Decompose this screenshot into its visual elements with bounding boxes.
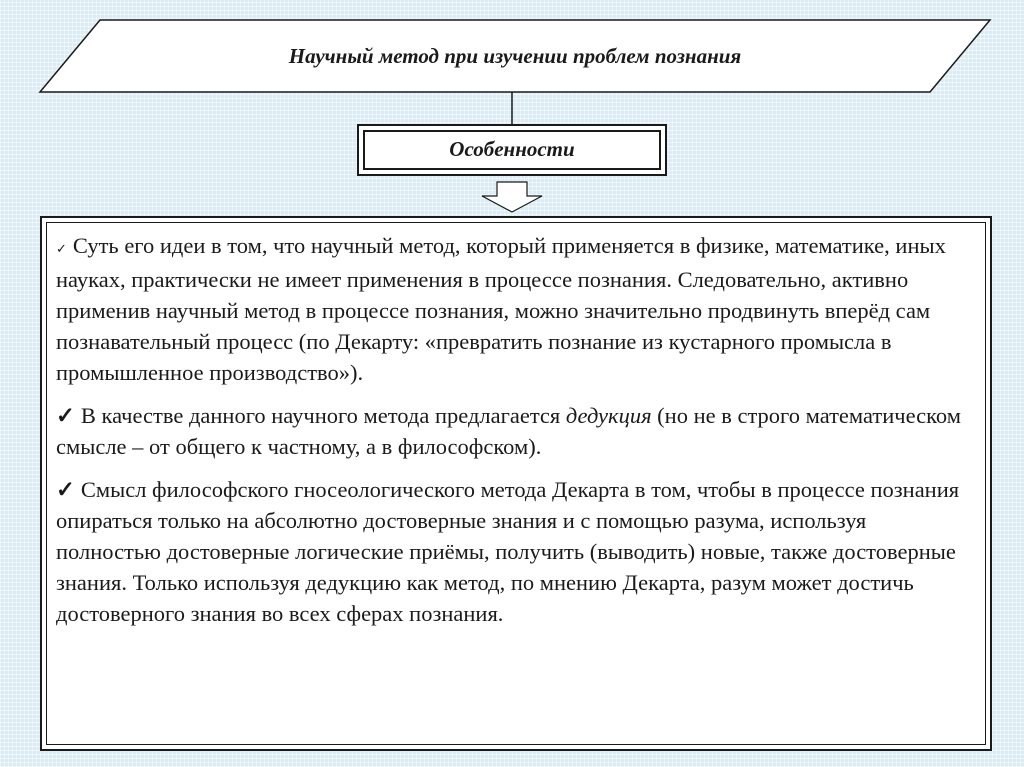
down-arrow-icon	[482, 182, 542, 212]
list-item-text-tail: (но не в строго математическом смысле – от общего к частному, а в философском).	[56, 403, 961, 459]
content-box	[40, 216, 992, 751]
list-item-text: В качестве данного научного метода предлагается	[80, 403, 561, 428]
list-item	[56, 474, 976, 629]
list-item-text: Смысл философского гносеологического метода Декарта в том, чтобы в процессе познания опираться только на абсолютно достоверные знания и с помощью разума, используя полностью достоверные логические приёмы, получить (выводить) новые, также достоверные знания. Только используя дедукцию как метод, по мнению Декарта, разум может достичь достоверного знания во всех сферах познания.	[56, 477, 960, 626]
list-item	[56, 400, 976, 462]
list-item-text: Суть его идеи в том, что научный метод, который применяется в физике, математике, иных науках, практически не имеет применения в процессе познания. Следовательно, активно применив научный метод в процессе познания, можно значительно продвинуть вперёд сам познавательный процесс (по Декарту: «превратить познание из кустарного промысла в промышленное производство»).	[56, 233, 946, 385]
features-label: Особенности	[449, 137, 575, 161]
diagram-title: Научный метод при изучении проблем познания	[288, 44, 742, 68]
checkmark-icon: ✓	[56, 403, 75, 428]
list-item-emphasis: дедукция	[565, 403, 652, 428]
features-box	[357, 124, 667, 176]
checkmark-icon: ✓	[56, 241, 67, 256]
list-item	[56, 230, 976, 388]
content-list	[56, 230, 976, 641]
checkmark-icon: ✓	[56, 477, 75, 502]
